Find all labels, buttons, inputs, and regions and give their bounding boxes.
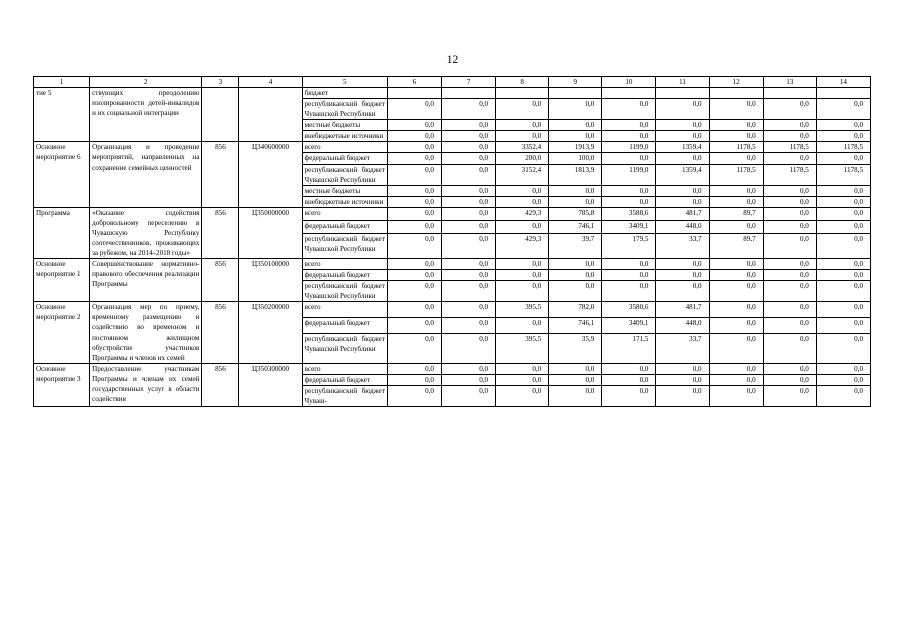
amount-cell: 0,0 — [387, 233, 441, 258]
column-header: 8 — [496, 77, 549, 88]
column-header: 13 — [763, 77, 816, 88]
amount-cell: 0,0 — [709, 270, 763, 281]
amount-cell: 0,0 — [387, 142, 441, 153]
measure-description: ствующих преодолению изолированности детей-инвалидов и их социальной интеграции — [90, 88, 202, 142]
amount-cell — [387, 88, 441, 99]
amount-cell: 0,0 — [549, 99, 602, 120]
amount-cell: 0,0 — [656, 196, 709, 207]
amount-cell: 0,0 — [709, 131, 763, 142]
amount-cell: 171,5 — [602, 333, 656, 363]
amount-cell: 0,0 — [816, 233, 870, 258]
amount-cell: 0,0 — [441, 281, 495, 302]
table-row — [34, 302, 871, 318]
amount-cell: 1199,0 — [602, 164, 656, 185]
amount-cell: 0,0 — [602, 196, 656, 207]
amount-cell: 0,0 — [387, 220, 441, 233]
amount-cell: 0,0 — [816, 207, 870, 220]
amount-cell: 0,0 — [496, 281, 549, 302]
table-row — [34, 207, 871, 220]
funding-source: республиканский бюджет Чувашской Республики — [302, 99, 387, 120]
amount-cell: 0,0 — [656, 259, 709, 270]
amount-cell: 0,0 — [816, 318, 870, 334]
amount-cell: 0,0 — [387, 207, 441, 220]
measure-description: Организация мер по приему, временному размещению и содействию во временном и постоянном жилищном обустройстве участников Программы и членов их семей — [90, 302, 202, 363]
amount-cell: 0,0 — [549, 131, 602, 142]
funding-source: республиканский бюджет Чувашской Республики — [302, 164, 387, 185]
amount-cell: 0,0 — [816, 153, 870, 164]
amount-cell: 0,0 — [387, 318, 441, 334]
amount-cell: 0,0 — [816, 185, 870, 196]
amount-cell — [709, 88, 763, 99]
column-header: 2 — [90, 77, 202, 88]
measure-description: Совершенствование нормативно-правового обеспечения реализации Программы — [90, 259, 202, 302]
amount-cell: 0,0 — [441, 185, 495, 196]
amount-cell: 0,0 — [816, 270, 870, 281]
amount-cell: 0,0 — [763, 385, 816, 406]
amount-cell: 179,5 — [602, 233, 656, 258]
amount-cell: 0,0 — [816, 385, 870, 406]
amount-cell: 0,0 — [496, 270, 549, 281]
amount-cell: 746,1 — [549, 220, 602, 233]
amount-cell: 1178,5 — [709, 164, 763, 185]
amount-cell: 0,0 — [441, 363, 495, 374]
amount-cell: 0,0 — [816, 220, 870, 233]
amount-cell: 0,0 — [763, 333, 816, 363]
amount-cell: 0,0 — [656, 363, 709, 374]
amount-cell: 395,5 — [496, 333, 549, 363]
measure-name: Основное мероприятие 3 — [34, 363, 90, 406]
measure-name: Основное мероприятие 6 — [34, 142, 90, 207]
amount-cell: 481,7 — [656, 302, 709, 318]
amount-cell: 0,0 — [441, 131, 495, 142]
budget-table — [33, 76, 871, 407]
amount-cell: 0,0 — [602, 385, 656, 406]
amount-cell: 0,0 — [656, 374, 709, 385]
column-header: 4 — [239, 77, 302, 88]
amount-cell: 0,0 — [441, 233, 495, 258]
amount-cell: 0,0 — [387, 281, 441, 302]
funding-source: бюджет — [302, 88, 387, 99]
funding-source: местные бюджеты — [302, 120, 387, 131]
amount-cell: 0,0 — [816, 374, 870, 385]
amount-cell: 3409,1 — [602, 220, 656, 233]
target-code: Ц350200000 — [239, 302, 302, 363]
amount-cell: 0,0 — [816, 333, 870, 363]
amount-cell: 0,0 — [441, 99, 495, 120]
amount-cell — [602, 88, 656, 99]
funding-source: всего — [302, 302, 387, 318]
amount-cell — [496, 88, 549, 99]
table-row — [34, 142, 871, 153]
amount-cell: 0,0 — [656, 153, 709, 164]
amount-cell: 0,0 — [387, 270, 441, 281]
amount-cell: 100,0 — [549, 153, 602, 164]
amount-cell: 0,0 — [709, 363, 763, 374]
amount-cell: 0,0 — [816, 302, 870, 318]
amount-cell: 0,0 — [816, 120, 870, 131]
amount-cell: 0,0 — [441, 333, 495, 363]
measure-name: Основное мероприятие 2 — [34, 302, 90, 363]
amount-cell: 0,0 — [441, 153, 495, 164]
amount-cell: 0,0 — [441, 220, 495, 233]
amount-cell: 0,0 — [549, 270, 602, 281]
amount-cell: 0,0 — [763, 318, 816, 334]
column-header: 14 — [816, 77, 870, 88]
amount-cell: 0,0 — [763, 363, 816, 374]
funding-source: внебюджетные источники — [302, 196, 387, 207]
amount-cell: 33,7 — [656, 333, 709, 363]
ministry-code: 856 — [202, 363, 239, 406]
amount-cell: 0,0 — [549, 281, 602, 302]
amount-cell: 0,0 — [709, 99, 763, 120]
funding-source: республиканский бюджет Чуваш- — [302, 385, 387, 406]
funding-source: федеральный бюджет — [302, 220, 387, 233]
amount-cell: 3352,4 — [496, 142, 549, 153]
amount-cell: 0,0 — [387, 374, 441, 385]
amount-cell: 0,0 — [763, 281, 816, 302]
amount-cell: 0,0 — [441, 120, 495, 131]
amount-cell: 429,3 — [496, 233, 549, 258]
funding-source: республиканский бюджет Чувашской Республики — [302, 333, 387, 363]
amount-cell: 0,0 — [441, 142, 495, 153]
amount-cell: 0,0 — [816, 281, 870, 302]
amount-cell: 0,0 — [656, 99, 709, 120]
column-header: 1 — [34, 77, 90, 88]
amount-cell: 0,0 — [763, 196, 816, 207]
amount-cell: 0,0 — [387, 164, 441, 185]
amount-cell: 746,1 — [549, 318, 602, 334]
funding-source: всего — [302, 363, 387, 374]
amount-cell: 0,0 — [709, 196, 763, 207]
amount-cell: 0,0 — [656, 270, 709, 281]
amount-cell: 0,0 — [656, 120, 709, 131]
target-code: Ц350300000 — [239, 363, 302, 406]
amount-cell: 0,0 — [441, 302, 495, 318]
amount-cell: 0,0 — [709, 185, 763, 196]
amount-cell: 0,0 — [549, 385, 602, 406]
amount-cell: 0,0 — [602, 120, 656, 131]
amount-cell: 0,0 — [709, 374, 763, 385]
amount-cell: 0,0 — [496, 385, 549, 406]
amount-cell: 0,0 — [387, 99, 441, 120]
amount-cell: 0,0 — [602, 374, 656, 385]
amount-cell — [656, 88, 709, 99]
amount-cell: 0,0 — [441, 259, 495, 270]
measure-description: Организация и проведение мероприятий, направленных на сохранение семейных ценностей — [90, 142, 202, 207]
amount-cell: 0,0 — [602, 259, 656, 270]
amount-cell: 0,0 — [816, 259, 870, 270]
amount-cell: 782,0 — [549, 302, 602, 318]
funding-source: республиканский бюджет Чувашской Республики — [302, 233, 387, 258]
amount-cell: 0,0 — [549, 120, 602, 131]
funding-source: федеральный бюджет — [302, 270, 387, 281]
amount-cell — [549, 88, 602, 99]
amount-cell: 1178,5 — [816, 164, 870, 185]
amount-cell: 1178,5 — [763, 164, 816, 185]
amount-cell: 1178,5 — [763, 142, 816, 153]
amount-cell: 429,3 — [496, 207, 549, 220]
ministry-code: 856 — [202, 259, 239, 302]
amount-cell: 0,0 — [763, 233, 816, 258]
amount-cell: 0,0 — [549, 363, 602, 374]
amount-cell: 0,0 — [387, 185, 441, 196]
amount-cell: 0,0 — [656, 131, 709, 142]
table-row — [34, 259, 871, 270]
amount-cell: 0,0 — [441, 207, 495, 220]
amount-cell: 33,7 — [656, 233, 709, 258]
amount-cell: 200,0 — [496, 153, 549, 164]
amount-cell: 0,0 — [496, 196, 549, 207]
amount-cell: 0,0 — [496, 131, 549, 142]
funding-source: местные бюджеты — [302, 185, 387, 196]
amount-cell: 0,0 — [763, 259, 816, 270]
amount-cell: 0,0 — [656, 185, 709, 196]
funding-source: федеральный бюджет — [302, 318, 387, 334]
amount-cell: 0,0 — [816, 196, 870, 207]
ministry-code: 856 — [202, 142, 239, 207]
funding-source: республиканский бюджет Чувашской Республики — [302, 281, 387, 302]
amount-cell: 0,0 — [387, 131, 441, 142]
column-header: 12 — [709, 77, 763, 88]
amount-cell: 0,0 — [441, 385, 495, 406]
amount-cell: 0,0 — [441, 318, 495, 334]
amount-cell: 0,0 — [496, 120, 549, 131]
amount-cell: 0,0 — [709, 318, 763, 334]
amount-cell: 1913,9 — [549, 142, 602, 153]
funding-source: всего — [302, 259, 387, 270]
amount-cell: 0,0 — [549, 196, 602, 207]
column-header: 9 — [549, 77, 602, 88]
amount-cell: 1178,5 — [709, 142, 763, 153]
column-header: 11 — [656, 77, 709, 88]
amount-cell: 0,0 — [709, 259, 763, 270]
target-code — [239, 88, 302, 142]
amount-cell: 0,0 — [441, 270, 495, 281]
amount-cell: 0,0 — [441, 196, 495, 207]
amount-cell: 0,0 — [387, 385, 441, 406]
amount-cell: 0,0 — [709, 302, 763, 318]
amount-cell: 0,0 — [709, 333, 763, 363]
ministry-code — [202, 88, 239, 142]
amount-cell: 0,0 — [496, 363, 549, 374]
amount-cell: 0,0 — [816, 363, 870, 374]
amount-cell: 0,0 — [709, 153, 763, 164]
amount-cell: 0,0 — [441, 164, 495, 185]
amount-cell: 0,0 — [763, 185, 816, 196]
amount-cell: 0,0 — [387, 302, 441, 318]
target-code: Ц350100000 — [239, 259, 302, 302]
amount-cell: 0,0 — [387, 120, 441, 131]
amount-cell: 0,0 — [602, 270, 656, 281]
amount-cell: 0,0 — [496, 318, 549, 334]
amount-cell: 89,7 — [709, 233, 763, 258]
amount-cell: 1359,4 — [656, 164, 709, 185]
amount-cell: 0,0 — [496, 99, 549, 120]
measure-name: тие 5 — [34, 88, 90, 142]
amount-cell: 0,0 — [387, 196, 441, 207]
column-header: 10 — [602, 77, 656, 88]
amount-cell: 0,0 — [763, 207, 816, 220]
amount-cell: 39,7 — [549, 233, 602, 258]
amount-cell: 785,8 — [549, 207, 602, 220]
column-header: 5 — [302, 77, 387, 88]
amount-cell: 448,0 — [656, 220, 709, 233]
amount-cell: 0,0 — [763, 374, 816, 385]
table-row — [34, 363, 871, 374]
funding-source: федеральный бюджет — [302, 153, 387, 164]
amount-cell — [763, 88, 816, 99]
amount-cell: 0,0 — [816, 131, 870, 142]
amount-cell: 0,0 — [496, 374, 549, 385]
amount-cell: 0,0 — [549, 185, 602, 196]
amount-cell: 0,0 — [496, 220, 549, 233]
amount-cell: 1813,9 — [549, 164, 602, 185]
amount-cell: 0,0 — [602, 363, 656, 374]
amount-cell: 89,7 — [709, 207, 763, 220]
funding-source: федеральный бюджет — [302, 374, 387, 385]
amount-cell: 0,0 — [763, 220, 816, 233]
amount-cell: 3409,1 — [602, 318, 656, 334]
amount-cell: 0,0 — [387, 153, 441, 164]
amount-cell: 0,0 — [656, 385, 709, 406]
amount-cell: 3152,4 — [496, 164, 549, 185]
column-header: 3 — [202, 77, 239, 88]
amount-cell: 0,0 — [549, 259, 602, 270]
amount-cell: 1359,4 — [656, 142, 709, 153]
amount-cell: 0,0 — [441, 374, 495, 385]
amount-cell: 0,0 — [602, 281, 656, 302]
amount-cell: 0,0 — [763, 302, 816, 318]
amount-cell: 0,0 — [709, 220, 763, 233]
header-row — [34, 77, 871, 88]
amount-cell: 481,7 — [656, 207, 709, 220]
amount-cell: 0,0 — [387, 333, 441, 363]
amount-cell: 0,0 — [602, 131, 656, 142]
amount-cell: 3588,6 — [602, 207, 656, 220]
page-number: 12 — [446, 54, 459, 66]
amount-cell: 0,0 — [602, 153, 656, 164]
amount-cell: 1199,0 — [602, 142, 656, 153]
amount-cell: 35,9 — [549, 333, 602, 363]
amount-cell: 0,0 — [602, 99, 656, 120]
amount-cell: 0,0 — [387, 363, 441, 374]
amount-cell: 0,0 — [549, 374, 602, 385]
ministry-code: 856 — [202, 207, 239, 258]
amount-cell: 0,0 — [387, 259, 441, 270]
amount-cell: 448,0 — [656, 318, 709, 334]
amount-cell: 0,0 — [763, 99, 816, 120]
amount-cell: 0,0 — [763, 153, 816, 164]
measure-description: Предоставление участникам Программы и членам их семей государственных услуг в области содействия — [90, 363, 202, 406]
ministry-code: 856 — [202, 302, 239, 363]
column-header: 6 — [387, 77, 441, 88]
funding-source: всего — [302, 207, 387, 220]
amount-cell: 395,5 — [496, 302, 549, 318]
measure-name: Основное мероприятие 1 — [34, 259, 90, 302]
amount-cell: 0,0 — [816, 99, 870, 120]
column-header: 7 — [441, 77, 495, 88]
amount-cell: 0,0 — [709, 281, 763, 302]
amount-cell — [816, 88, 870, 99]
target-code: Ц350000000 — [239, 207, 302, 258]
amount-cell: 1178,5 — [816, 142, 870, 153]
amount-cell: 0,0 — [496, 185, 549, 196]
amount-cell: 0,0 — [602, 185, 656, 196]
target-code: Ц340600000 — [239, 142, 302, 207]
measure-description: «Оказание содействия добровольному переселению в Чувашскую Республику соотечественников, проживающих за рубежом, на 2014–2018 годы» — [90, 207, 202, 258]
amount-cell: 0,0 — [763, 270, 816, 281]
amount-cell — [441, 88, 495, 99]
amount-cell: 0,0 — [763, 131, 816, 142]
table-row — [34, 88, 871, 99]
measure-name: Программа — [34, 207, 90, 258]
amount-cell: 0,0 — [763, 120, 816, 131]
amount-cell: 0,0 — [709, 120, 763, 131]
amount-cell: 0,0 — [656, 281, 709, 302]
funding-source: всего — [302, 142, 387, 153]
funding-source: внебюджетные источники — [302, 131, 387, 142]
amount-cell: 0,0 — [496, 259, 549, 270]
amount-cell: 0,0 — [709, 385, 763, 406]
amount-cell: 3580,6 — [602, 302, 656, 318]
